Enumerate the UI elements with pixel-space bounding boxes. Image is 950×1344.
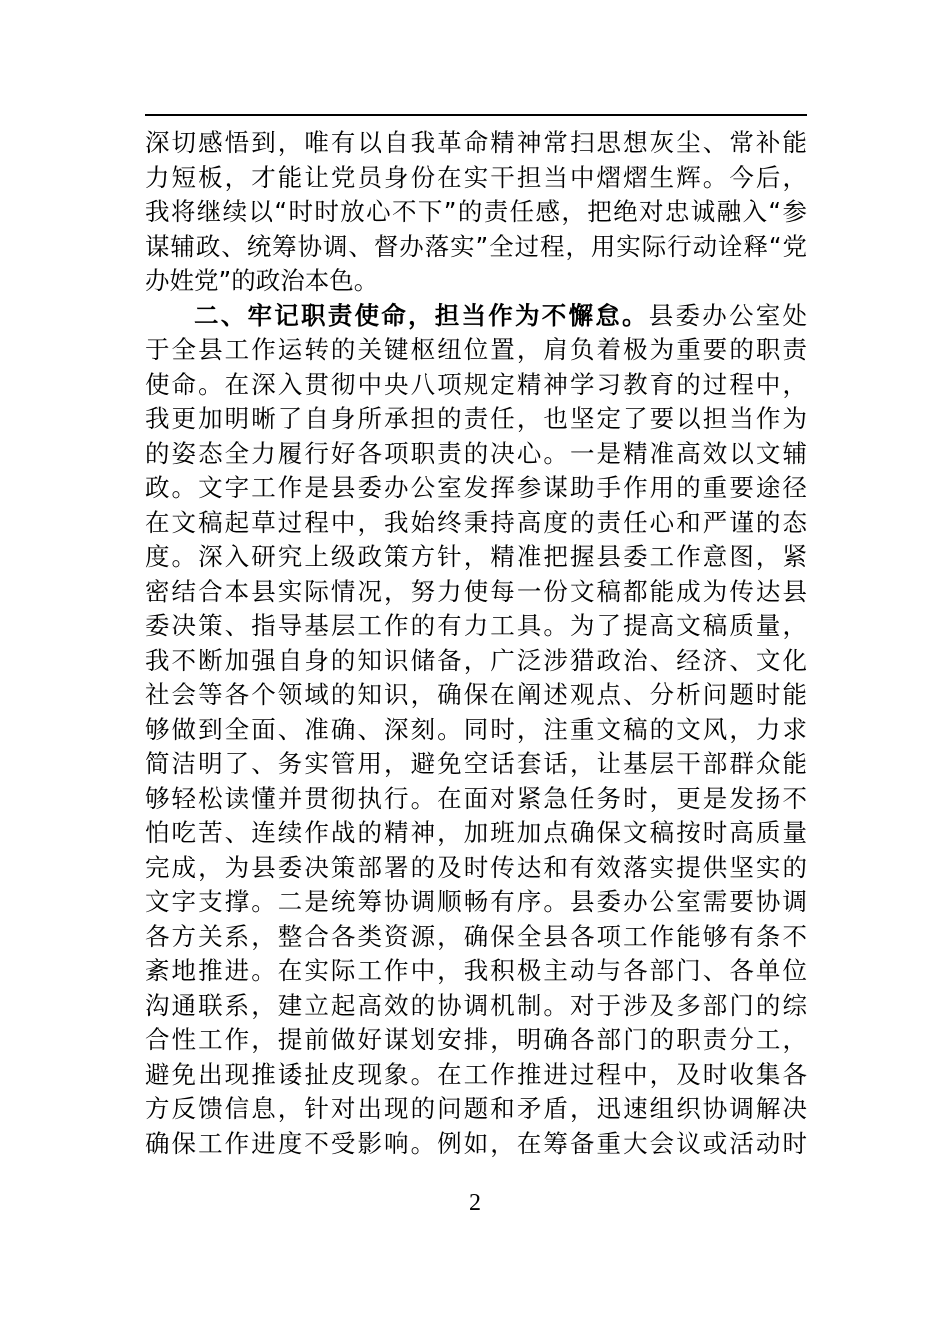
text-line: 的姿态全力履行好各项职责的决心。一是精准高效以文辅 xyxy=(145,438,807,468)
text-line: 政。文字工作是县委办公室发挥参谋助手作用的重要途径 xyxy=(145,473,807,502)
paragraph-1 xyxy=(145,126,807,299)
text-line: 在文稿起草过程中，我始终秉持高度的责任心和严谨的态 xyxy=(145,507,807,537)
text-line: 够做到全面、准确、深刻。同时，注重文稿的文风，力求 xyxy=(145,714,807,744)
text-line: 完成，为县委决策部署的及时传达和有效落实提供坚实的 xyxy=(145,852,807,882)
text-run: 县委办公室处 xyxy=(648,300,807,330)
text-line: 度。深入研究上级政策方针，精准把握县委工作意图，紧 xyxy=(145,542,807,571)
text-line: 我将继续以“时时放心不下”的责任感，把绝对忠诚融入“参 xyxy=(145,197,807,226)
section-heading: 二、牢记职责使命，担当作为不懈怠。 xyxy=(194,300,649,330)
text-line: 深切感悟到，唯有以自我革命精神常扫思想灰尘、常补能 xyxy=(145,128,807,157)
text-line: 避免出现推诿扯皮现象。在工作推进过程中，及时收集各 xyxy=(145,1059,807,1089)
text-line: 紊地推进。在实际工作中，我积极主动与各部门、各单位 xyxy=(145,956,807,985)
text-line: 够轻松读懂并贯彻执行。在面对紧急任务时，更是发扬不 xyxy=(145,783,807,813)
text-line: 使命。在深入贯彻中央八项规定精神学习教育的过程中， xyxy=(145,369,807,399)
text-line: 我更加明晰了自身所承担的责任，也坚定了要以担当作为 xyxy=(145,404,807,433)
text-line: 文字支撑。二是统筹协调顺畅有序。县委办公室需要协调 xyxy=(145,887,807,916)
text-line: 沟通联系，建立起高效的协调机制。对于涉及多部门的综 xyxy=(145,990,807,1020)
text-line: 确保工作进度不受影响。例如，在筹备重大会议或活动时 xyxy=(145,1128,807,1158)
text-line: 我不断加强自身的知识储备，广泛涉猎政治、经济、文化 xyxy=(145,645,807,675)
text-line: 密结合本县实际情况，努力使每一份文稿都能成为传达县 xyxy=(145,576,807,606)
paragraph-2-first-line xyxy=(145,299,807,334)
text-line: 办姓党”的政治本色。 xyxy=(145,266,379,295)
header-rule xyxy=(145,114,807,116)
text-line: 力短板，才能让党员身份在实干担当中熠熠生辉。今后， xyxy=(145,162,807,192)
text-line: 于全县工作运转的关键枢纽位置，肩负着极为重要的职责 xyxy=(145,335,807,364)
paragraph-2 xyxy=(145,299,807,1162)
text-line: 简洁明了、务实管用，避免空话套话，让基层干部群众能 xyxy=(145,749,807,778)
text-line: 合性工作，提前做好谋划安排，明确各部门的职责分工， xyxy=(145,1025,807,1054)
text-line: 委决策、指导基层工作的有力工具。为了提高文稿质量， xyxy=(145,611,807,640)
text-line: 怕吃苦、连续作战的精神，加班加点确保文稿按时高质量 xyxy=(145,818,807,847)
text-line: 各方关系，整合各类资源，确保全县各项工作能够有条不 xyxy=(145,921,807,951)
text-line: 方反馈信息，针对出现的问题和矛盾，迅速组织协调解决 xyxy=(145,1094,807,1123)
text-line: 社会等各个领域的知识，确保在阐述观点、分析问题时能 xyxy=(145,680,807,709)
page-number: 2 xyxy=(469,1190,481,1216)
text-line: 谋辅政、统筹协调、督办落实”全过程，用实际行动诠释“党 xyxy=(145,231,807,261)
document-body xyxy=(145,126,807,1161)
